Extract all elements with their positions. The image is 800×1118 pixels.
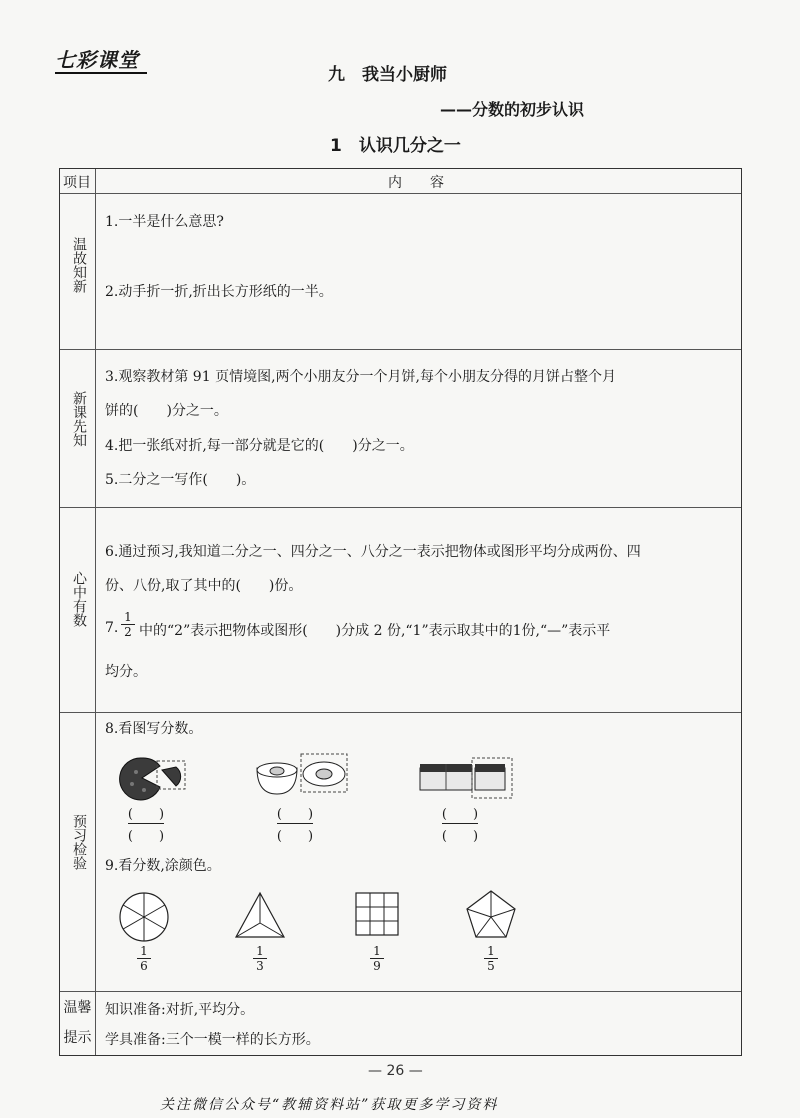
question-7-line-2: 均分。	[105, 664, 147, 680]
question-1: 1.一半是什么意思?	[105, 214, 224, 230]
pentagon-fifths-shape[interactable]	[464, 889, 518, 941]
fraction-bar	[442, 823, 478, 824]
fraction-denominator: 9	[373, 959, 381, 973]
publisher-logo: 七彩课堂	[55, 48, 139, 72]
question-5: 5.二分之一写作( )。	[105, 472, 256, 488]
column-header-project: 项目	[63, 175, 91, 191]
question-6-line-2: 份、八份,取了其中的( )份。	[105, 578, 303, 594]
numerator-blank[interactable]: ( )	[276, 807, 314, 822]
question-4: 4.把一张纸对折,每一部分就是它的( )分之一。	[105, 438, 414, 454]
logo-underline	[55, 72, 147, 74]
fraction-denominator: 6	[140, 959, 148, 973]
section-label-review: 温故知新	[71, 237, 87, 293]
mooncake-picture	[120, 754, 190, 804]
section-label-tips-1: 温馨	[63, 1000, 92, 1016]
fraction-denominator: 3	[256, 959, 264, 973]
square-ninths-shape[interactable]	[354, 891, 400, 937]
answer-bread	[440, 803, 480, 844]
row-divider	[60, 193, 741, 194]
fraction-bar	[277, 823, 313, 824]
answer-egg	[275, 803, 315, 844]
fraction-numerator: 1	[256, 944, 264, 958]
bread-picture	[420, 754, 520, 804]
section-label-check: 预习检验	[71, 814, 87, 870]
question-8: 8.看图写分数。	[105, 721, 203, 737]
worksheet-table	[59, 168, 742, 1056]
question-3-line-1: 3.观察教材第 91 页情境图,两个小朋友分一个月饼,每个小朋友分得的月饼占整个月	[105, 369, 616, 385]
question-7-line-1: 中的“2”表示把物体或图形( )分成 2 份,“1”表示取其中的1份,“—”表示平	[139, 623, 611, 639]
question-2: 2.动手折一折,折出长方形纸的一半。	[105, 284, 333, 300]
chapter-subtitle: ——分数的初步认识	[440, 100, 585, 119]
column-header-content: 内 容	[388, 175, 444, 191]
denominator-blank[interactable]: ( )	[276, 829, 314, 844]
fraction-numerator: 1	[373, 944, 381, 958]
question-6-line-1: 6.通过预习,我知道二分之一、四分之一、八分之一表示把物体或图形平均分成两份、四	[105, 544, 641, 560]
row-divider	[60, 991, 741, 992]
triangle-thirds-shape[interactable]	[234, 891, 286, 941]
denominator-blank[interactable]: ( )	[441, 829, 479, 844]
question-7-number: 7.	[105, 620, 119, 636]
numerator-blank[interactable]: ( )	[127, 807, 165, 822]
footer-notice: 关注微信公众号“教辅资料站”获取更多学习资料	[160, 1097, 499, 1113]
row-divider	[60, 712, 741, 713]
tip-knowledge: 知识准备:对折,平均分。	[105, 1002, 255, 1018]
fraction-bar	[128, 823, 164, 824]
lesson-title: 1 认识几分之一	[330, 136, 461, 156]
fraction-denominator: 5	[487, 959, 495, 973]
fraction-numerator: 1	[140, 944, 148, 958]
answer-mooncake	[126, 803, 166, 844]
question-7-fraction	[118, 610, 138, 639]
fraction-one-third	[250, 944, 270, 973]
row-divider	[60, 507, 741, 508]
question-9: 9.看分数,涂颜色。	[105, 858, 221, 874]
fraction-one-fifth	[481, 944, 501, 973]
page-number: — 26 —	[368, 1063, 423, 1079]
question-3-line-2: 饼的( )分之一。	[105, 403, 228, 419]
fraction-one-ninth	[367, 944, 387, 973]
fraction-one-sixth	[134, 944, 154, 973]
fraction-denominator: 2	[124, 625, 132, 639]
circle-sixths-shape[interactable]	[118, 891, 170, 943]
fraction-numerator: 1	[487, 944, 495, 958]
egg-picture	[255, 754, 355, 804]
tip-materials: 学具准备:三个一模一样的长方形。	[105, 1032, 320, 1048]
row-divider	[60, 349, 741, 350]
section-label-understanding: 心中有数	[71, 571, 87, 627]
chapter-title: 九 我当小厨师	[328, 65, 447, 85]
numerator-blank[interactable]: ( )	[441, 807, 479, 822]
section-label-tips-2: 提示	[63, 1030, 92, 1046]
denominator-blank[interactable]: ( )	[127, 829, 165, 844]
column-divider	[95, 169, 96, 1055]
fraction-numerator: 1	[124, 610, 132, 624]
section-label-preview: 新课先知	[71, 391, 87, 447]
